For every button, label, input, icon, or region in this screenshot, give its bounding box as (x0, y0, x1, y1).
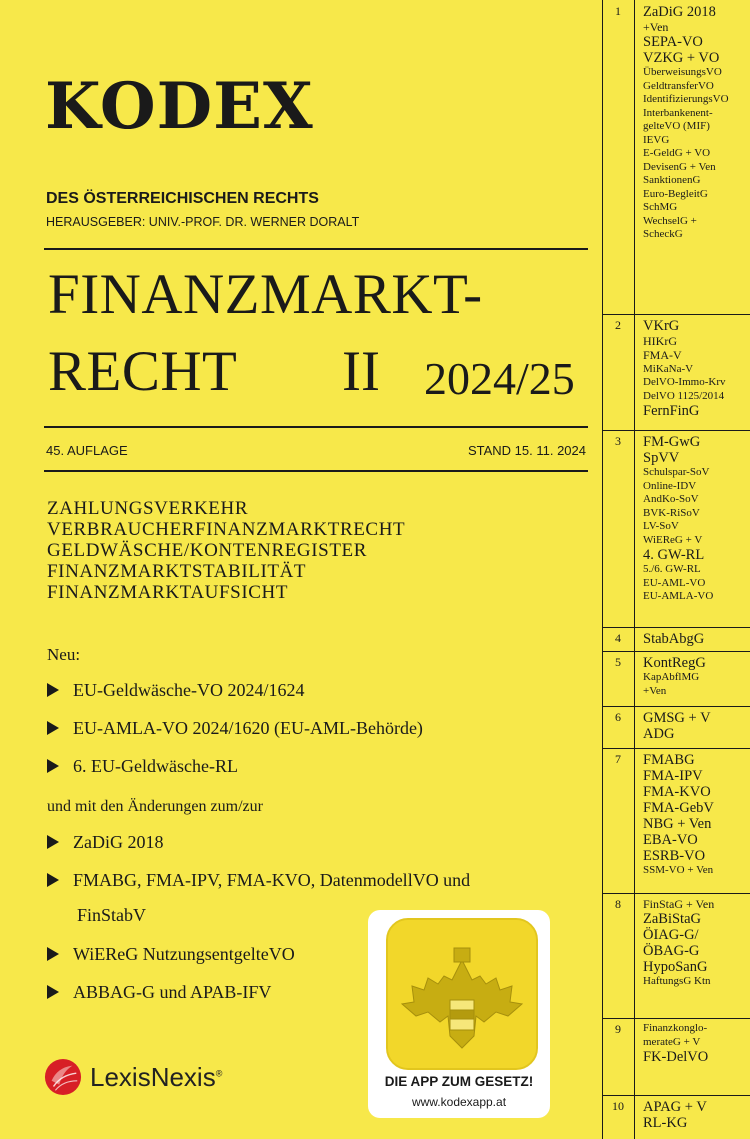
register-separator (603, 893, 750, 894)
app-badge[interactable] (368, 910, 550, 1118)
triangle-bullet-icon (47, 947, 59, 961)
new-item-text: 6. EU-Geldwäsche-RL (73, 756, 238, 776)
new-item-text: EU-Geldwäsche-VO 2024/1624 (73, 680, 305, 700)
register-law-item: VZKG + VO (643, 50, 720, 67)
register-number: 1 (615, 4, 621, 18)
topic-item: GELDWÄSCHE/KONTENREGISTER (47, 540, 368, 561)
register-separator (603, 314, 750, 315)
register-law-item: NBG + Ven (643, 816, 712, 832)
title-line-2: RECHT (48, 340, 238, 403)
register-law-item: RL-KG (643, 1115, 688, 1131)
new-item (47, 680, 304, 701)
register-items (643, 318, 725, 419)
register-law-item: Online-IDV (643, 479, 697, 492)
register-items (643, 752, 714, 878)
register-law-item: AndKo-SoV (643, 493, 699, 505)
register-number: 4 (615, 631, 621, 645)
change-item (47, 870, 470, 891)
register-law-item: ScheckG (643, 228, 683, 241)
new-item (47, 756, 238, 777)
register-law-item: 5./6. GW-RL (643, 563, 701, 575)
edition-label: 45. AUFLAGE (46, 443, 128, 458)
register-law-item: HypoSanG (643, 959, 708, 976)
register-items (643, 1022, 708, 1065)
register-separator (603, 748, 750, 749)
triangle-bullet-icon (47, 985, 59, 999)
register-separator (603, 1018, 750, 1019)
register-law-item: SEPA-VO (643, 34, 703, 51)
register-number: 2 (615, 318, 621, 332)
register-law-item: MiKaNa-V (643, 362, 694, 375)
change-item-text: FMABG, FMA-IPV, FMA-KVO, DatenmodellVO und (73, 870, 471, 890)
topic-item: FINANZMARKTAUFSICHT (47, 582, 289, 603)
register-items (643, 631, 704, 647)
volume-number: II (342, 340, 380, 403)
app-url[interactable]: www.kodexapp.at (411, 1095, 507, 1109)
change-item-continuation: FinStabV (77, 905, 147, 925)
register-law-item: ZaDiG 2018 (643, 4, 716, 20)
register-law-item: +Ven (643, 684, 667, 697)
register-law-item: GeldtransferVO (643, 79, 714, 92)
title-line-1: FINANZMARKT- (48, 263, 483, 326)
eagle-crest-icon (388, 920, 536, 1068)
register-law-item: FMABG (643, 752, 695, 768)
new-label: Neu: (47, 645, 81, 664)
triangle-bullet-icon (47, 683, 59, 697)
register-law-item: Interbankenent- (643, 106, 713, 119)
new-item (47, 718, 423, 739)
register-law-item: +Ven (643, 20, 669, 34)
register-law-item: EU-AML-VO (643, 576, 706, 589)
register-law-item: merateG + V (643, 1035, 701, 1048)
register-law-item: VKrG (643, 318, 680, 334)
app-eagle-icon (386, 918, 538, 1070)
register-law-item: FMA-IPV (643, 768, 703, 784)
register-law-item: Schulspar-SoV (643, 466, 710, 478)
publisher-name (90, 1062, 222, 1093)
register-law-item: DevisenG + Ven (643, 160, 716, 173)
register-law-item: ADG (643, 726, 675, 742)
register-law-item: HaftungsG Ktn (643, 975, 711, 988)
register-law-item: SpVV (643, 450, 680, 466)
register-separator (603, 706, 750, 707)
register-law-item: FinStaG + Ven (643, 897, 715, 911)
new-item-text: EU-AMLA-VO 2024/1620 (EU-AML-Behörde) (73, 718, 423, 738)
register-separator (603, 627, 750, 628)
register-law-item: KontRegG (643, 655, 706, 671)
register-separator (603, 1095, 750, 1096)
topic-item: ZAHLUNGSVERKEHR (47, 498, 249, 519)
register-law-item: ÖBAG-G (643, 943, 700, 960)
register-law-item: EU-AMLA-VO (643, 590, 714, 602)
register-law-item: SanktionenG (643, 174, 701, 187)
edition-year: 2024/25 (424, 353, 575, 404)
register-items (643, 655, 706, 698)
stand-date: STAND 15. 11. 2024 (467, 443, 586, 458)
changes-intro: und mit den Änderungen zum/zur (47, 798, 263, 815)
register-law-item: FMA-V (643, 348, 682, 363)
register-law-item: ÜberweisungsVO (643, 66, 722, 79)
register-law-item: EBA-VO (643, 832, 698, 848)
register-law-item: WiEReG + V (643, 533, 703, 546)
register-law-item: StabAbgG (643, 631, 705, 647)
topic-item: VERBRAUCHERFINANZMARKTRECHT (47, 519, 406, 540)
register-items (643, 897, 714, 989)
register-number: 6 (615, 710, 621, 724)
register-law-item: SchMG (643, 201, 678, 214)
registered-mark: ® (215, 1068, 223, 1079)
register-divider (634, 0, 635, 1139)
register-law-item: Finanzkonglo- (643, 1022, 708, 1034)
register-law-item: Euro-BegleitG (643, 187, 708, 200)
register-number: 8 (615, 897, 621, 911)
divider-bottom (44, 470, 588, 472)
triangle-bullet-icon (47, 873, 59, 887)
change-item (47, 944, 295, 965)
register-items (643, 710, 711, 742)
change-item-text: ZaDiG 2018 (73, 832, 164, 852)
register-law-item: FK-DelVO (643, 1049, 709, 1065)
register-items (643, 1099, 707, 1131)
register-law-item: FM-GwG (643, 434, 701, 450)
divider-top (44, 248, 588, 250)
topic-list (47, 498, 405, 603)
register-law-item: ÖIAG-G/ (643, 927, 699, 944)
triangle-bullet-icon (47, 835, 59, 849)
register-law-item: SSM-VO + Ven (643, 864, 714, 876)
register-law-item: LV-SoV (643, 520, 679, 532)
register-law-item: APAG + V (643, 1099, 707, 1115)
kodex-logo-text: KODEX (45, 69, 314, 144)
register-left-border (602, 0, 603, 1139)
lexisnexis-logo-icon (44, 1058, 82, 1096)
register-items (643, 434, 713, 604)
register-law-item: FMA-KVO (643, 784, 711, 800)
app-slogan: DIE APP ZUM GESETZ! (384, 1074, 534, 1089)
register-law-item: BVK-RiSoV (643, 506, 700, 519)
register-law-item: gelteVO (MIF) (643, 120, 710, 133)
register-number: 5 (615, 655, 621, 669)
register-number: 3 (615, 434, 621, 448)
register-separator (603, 430, 750, 431)
register-items (643, 4, 729, 242)
register-number: 10 (612, 1099, 624, 1113)
divider-middle (44, 426, 588, 428)
publisher-text: LexisNexis (90, 1062, 216, 1092)
register-law-item: KapAbflMG (643, 671, 700, 683)
register-law-item: FMA-GebV (643, 800, 714, 816)
register-law-item: E-GeldG + VO (643, 147, 711, 160)
register-law-item: DelVO 1125/2014 (643, 389, 725, 402)
register-number: 7 (615, 752, 621, 766)
change-item (47, 982, 271, 1003)
register-law-item: WechselG + (643, 214, 697, 227)
editor-line: HERAUSGEBER: UNIV.-PROF. DR. WERNER DORALT (46, 215, 360, 229)
triangle-bullet-icon (47, 721, 59, 735)
register-law-item: IEVG (643, 133, 670, 146)
register-law-item: DelVO-Immo-Krv (643, 376, 726, 389)
register-law-item: ZaBiStaG (643, 911, 701, 928)
change-item (47, 832, 163, 853)
register-separator (603, 651, 750, 652)
register-law-item: IdentifizierungsVO (643, 93, 729, 106)
triangle-bullet-icon (47, 759, 59, 773)
register-law-item: FernFinG (643, 403, 700, 420)
change-item-text: ABBAG-G und APAB-IFV (73, 982, 272, 1002)
change-item-text: WiEReG NutzungsentgelteVO (73, 944, 295, 964)
series-subtitle: DES ÖSTERREICHISCHEN RECHTS (46, 190, 319, 207)
register-law-item: GMSG + V (643, 710, 711, 726)
register-law-item: ESRB-VO (643, 848, 706, 864)
topic-item: FINANZMARKTSTABILITÄT (47, 561, 307, 582)
register-law-item: HIKrG (643, 334, 677, 348)
register-law-item: 4. GW-RL (643, 547, 705, 563)
register-number: 9 (615, 1022, 621, 1036)
